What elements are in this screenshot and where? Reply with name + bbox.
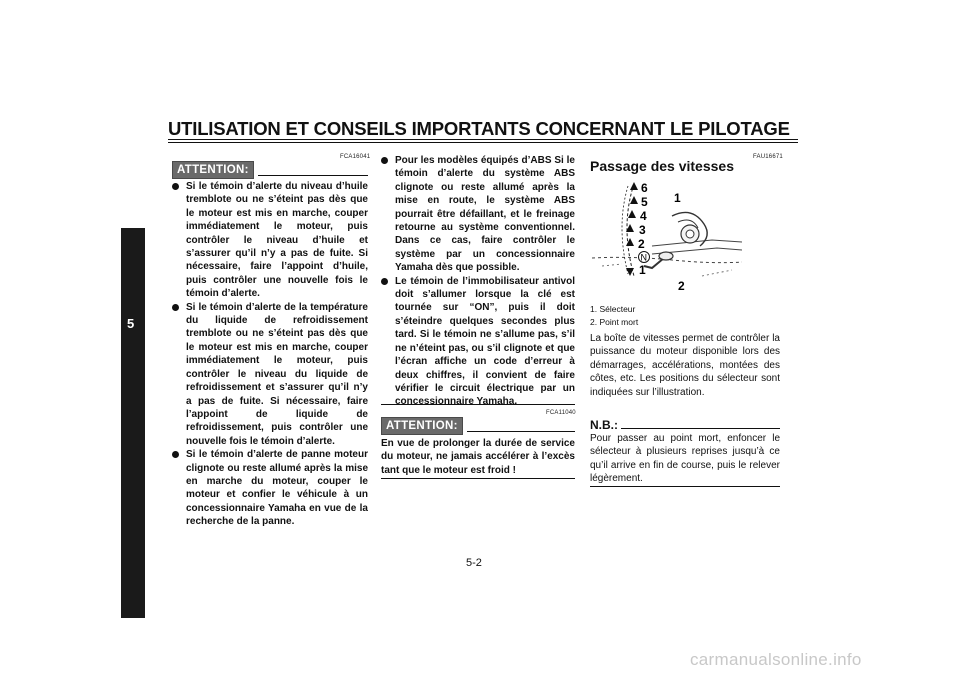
attention-header [381,417,575,435]
attention-rule [467,431,575,432]
bullet-dot-icon [172,451,179,458]
nb-rule [621,428,780,429]
header-rule-thin [168,142,798,143]
warning-list-left [172,180,368,529]
list-item: Pour les modèles équipés d’ABS Si le témoin d’alerte du système ABS clignote ou reste allumé après la mise en route, le système ABS pourrait être défaillant, et le freinage retourne au système conventionnel. Dans ce cas, faire contrôler le système par un concessionnaire Yamaha dès que possible. [381,154,575,275]
attention-text: En vue de prolonger la durée de service du moteur, ne jamais accélérer à l’excès tant que le moteur est froid ! [381,438,575,476]
gear-label: 3 [639,223,646,237]
list-item: Le témoin de l’immobilisateur antivol doit s’allumer lorsque la clé est tournée sur “ON”, puis il doit s’éteindre quelques secondes plus tard. Si le témoin ne s’allume pas, s’il ne n’éteint pas, ou s’il clignote et que l’écran affiche un code d’erreur à deux chiffres, il convient de faire vérifier le circuit électrique par un concessionnaire Yamaha. [381,275,575,409]
attention-label: ATTENTION: [381,417,463,435]
gear-label: 6 [641,181,648,195]
body-text: La boîte de vitesses permet de contrôler la puissance du moteur disponible lors des démarrages, accélérations, montées des côtes, etc. Les positions du sélecteur sont indiquées sur l’illustration. [590,333,780,398]
header-rule [168,139,798,140]
warning-list-middle [381,154,575,409]
figure-legend [590,303,638,329]
list-item: Si le témoin d’alerte du niveau d’huile tremblote ou ne s’éteint pas dès que le moteur est mis en marche, couper immédiatement le moteur, puis contrôler le niveau d’huile et s’assurer qu’il n’y a pas de fuite. Si nécessaire, faire l’appoint d’huile, puis contrôler une nouvelle fois le témoin d’alerte. [172,180,368,301]
chapter-tab [121,228,145,618]
attention-label: ATTENTION: [172,161,254,179]
reference-code: FCA11040 [546,410,576,416]
attention-header [172,161,368,179]
gear-label: 4 [640,209,647,223]
bullet-dot-icon [172,183,179,190]
callout-number: 2 [678,279,685,293]
page-number: 5-2 [466,557,482,569]
attention-end-rule [381,478,575,479]
attention-rule [258,175,368,176]
bullet-dot-icon [381,157,388,164]
list-item: Si le témoin d’alerte de la température du liquide de refroidissement tremblote ou ne s’éteint pas dès que le moteur est mis en marche, couper immédiatement le moteur, puis contrôler le niveau du liquide de refroidissement et s’assurer qu’il n’y a pas de fuite. Si nécessaire, faire l’appoint de liquide de refroidissement, puis contrôler une nouvelle fois le témoin d’alerte. [172,301,368,448]
reference-code: FAU16671 [753,154,783,160]
gear-label: 1 [639,263,646,277]
nb-text: Pour passer au point mort, enfoncer le sélecteur à plusieurs reprises jusqu’à ce qu’il arrive en fin de course, puis le relever légèrement. [590,433,780,485]
gear-shift-figure [592,176,742,296]
nb-header [590,418,780,432]
legend-item: 1. Sélecteur [590,304,636,314]
legend-item: 2. Point mort [590,317,639,327]
callout-number: 1 [674,191,681,205]
attention-end-rule [381,404,575,405]
reference-code: FCA16041 [340,154,371,160]
nb-end-rule [590,486,780,487]
bullet-dot-icon [172,304,179,311]
section-title: Passage des vitesses [590,158,734,174]
nb-label: N.B.: [590,418,618,432]
gear-label: 5 [641,195,648,209]
gear-label: 2 [638,237,645,251]
bullet-dot-icon [381,278,388,285]
chapter-number: 5 [127,316,135,331]
list-item: Si le témoin d’alerte de panne moteur clignote ou reste allumé après la mise en marche du moteur, couper le moteur et confier le véhicule à un concessionnaire Yamaha en vue de la recherche de la panne. [172,448,368,528]
page-header-title: UTILISATION ET CONSEILS IMPORTANTS CONCERNANT LE PILOTAGE [168,118,790,139]
watermark: carmanualsonline.info [690,650,862,669]
gear-label: N [640,252,647,263]
